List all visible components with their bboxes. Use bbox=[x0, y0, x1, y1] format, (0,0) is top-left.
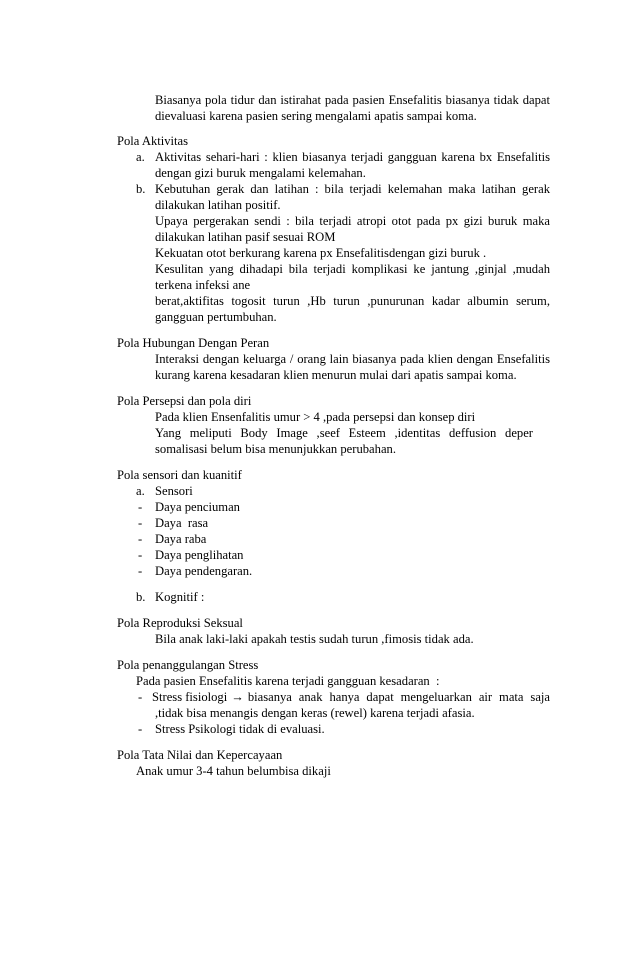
aktivitas-b-line-7: terkena infeksi ane bbox=[155, 278, 251, 292]
sensori-item: Daya penciuman bbox=[155, 500, 240, 514]
persepsi-line-3: somalisasi belum bisa menunjukkan perubahan. bbox=[155, 442, 396, 456]
aktivitas-b-line-1: Kebutuhan gerak dan latihan : bila terjadi kelemahan maka latihan gerak bbox=[155, 182, 550, 196]
aktivitas-b-line-4: dilakukan latihan pasif sesuai ROM bbox=[155, 230, 336, 244]
aktivitas-b-line-2: dilakukan latihan positif. bbox=[155, 198, 281, 212]
sensori-dash: - bbox=[138, 532, 143, 546]
sensori-b-marker: b. bbox=[136, 590, 146, 604]
intro-line-1: Biasanya pola tidur dan istirahat pada pasien Ensefalitis biasanya tidak dapat bbox=[155, 93, 550, 107]
aktivitas-a-line-1: Aktivitas sehari-hari : klien biasanya terjadi gangguan karena bx Ensefalitis bbox=[155, 150, 550, 164]
sensori-item: Daya penglihatan bbox=[155, 548, 244, 562]
stress-item-1-cont: ,tidak bisa menangis dengan keras (rewel) karena terjadi afasia. bbox=[155, 706, 475, 720]
peran-line-2: kurang karena kesadaran klien menurun mulai dari apatis sampai koma. bbox=[155, 368, 517, 382]
aktivitas-a-line-2: dengan gizi buruk mengalami kelemahan. bbox=[155, 166, 366, 180]
sensori-dash: - bbox=[138, 516, 143, 530]
aktivitas-heading: Pola Aktivitas bbox=[117, 134, 189, 148]
aktivitas-b-line-8: berat,aktifitas togosit turun ,Hb turun ,punurunan kadar albumin serum, bbox=[155, 294, 550, 308]
stress-heading: Pola penanggulangan Stress bbox=[117, 658, 259, 672]
sensori-dash: - bbox=[138, 500, 143, 514]
sensori-b-label: Kognitif : bbox=[155, 590, 205, 604]
sensori-heading: Pola sensori dan kuanitif bbox=[117, 468, 242, 482]
aktivitas-b-line-3: Upaya pergerakan sendi : bila terjadi atropi otot pada px gizi buruk maka bbox=[155, 214, 550, 228]
persepsi-line-2: Yang meliputi Body Image ,seef Esteem ,identitas deffusion deper bbox=[155, 426, 533, 440]
sensori-a-label: Sensori bbox=[155, 484, 193, 498]
intro-line-2: dievaluasi karena pasien sering mengalami apatis sampai koma. bbox=[155, 109, 477, 123]
sensori-item: Daya raba bbox=[155, 532, 207, 546]
stress-dash: - bbox=[138, 690, 143, 704]
reproduksi-heading: Pola Reproduksi Seksual bbox=[117, 616, 243, 630]
sensori-dash: - bbox=[138, 564, 143, 578]
stress-dash: - bbox=[138, 722, 143, 736]
aktivitas-a-marker: a. bbox=[136, 150, 145, 164]
sensori-item: Daya rasa bbox=[155, 516, 209, 530]
sensori-item: Daya pendengaran. bbox=[155, 564, 253, 578]
reproduksi-line-1: Bila anak laki-laki apakah testis sudah turun ,fimosis tidak ada. bbox=[155, 632, 474, 646]
persepsi-line-1: Pada klien Ensenfalitis umur > 4 ,pada persepsi dan konsep diri bbox=[155, 410, 476, 424]
stress-item-1-pre: Stress fisiologi bbox=[152, 690, 228, 704]
peran-line-1: Interaksi dengan keluarga / orang lain biasanya pada klien dengan Ensefalitis bbox=[155, 352, 550, 366]
peran-heading: Pola Hubungan Dengan Peran bbox=[117, 336, 270, 350]
aktivitas-b-line-6: Kesulitan yang dihadapi bila terjadi komplikasi ke jantung ,ginjal ,mudah bbox=[155, 262, 550, 276]
stress-item-2: Stress Psikologi tidak di evaluasi. bbox=[155, 722, 325, 736]
aktivitas-b-marker: b. bbox=[136, 182, 146, 196]
stress-item-1-post: biasanya anak hanya dapat mengeluarkan air mata saja bbox=[247, 690, 550, 704]
arrow-right-icon: → bbox=[231, 690, 244, 704]
stress-line-1: Pada pasien Ensefalitis karena terjadi gangguan kesadaran : bbox=[136, 674, 440, 688]
sensori-a-marker: a. bbox=[136, 484, 145, 498]
nilai-line-1: Anak umur 3-4 tahun belumbisa dikaji bbox=[136, 764, 331, 778]
persepsi-heading: Pola Persepsi dan pola diri bbox=[117, 394, 252, 408]
aktivitas-b-line-5: Kekuatan otot berkurang karena px Ensefalitisdengan gizi buruk . bbox=[155, 246, 487, 260]
stress-item-1 bbox=[152, 689, 550, 705]
aktivitas-b-line-9: gangguan pertumbuhan. bbox=[155, 310, 277, 324]
sensori-dash: - bbox=[138, 548, 143, 562]
nilai-heading: Pola Tata Nilai dan Kepercayaan bbox=[117, 748, 283, 762]
